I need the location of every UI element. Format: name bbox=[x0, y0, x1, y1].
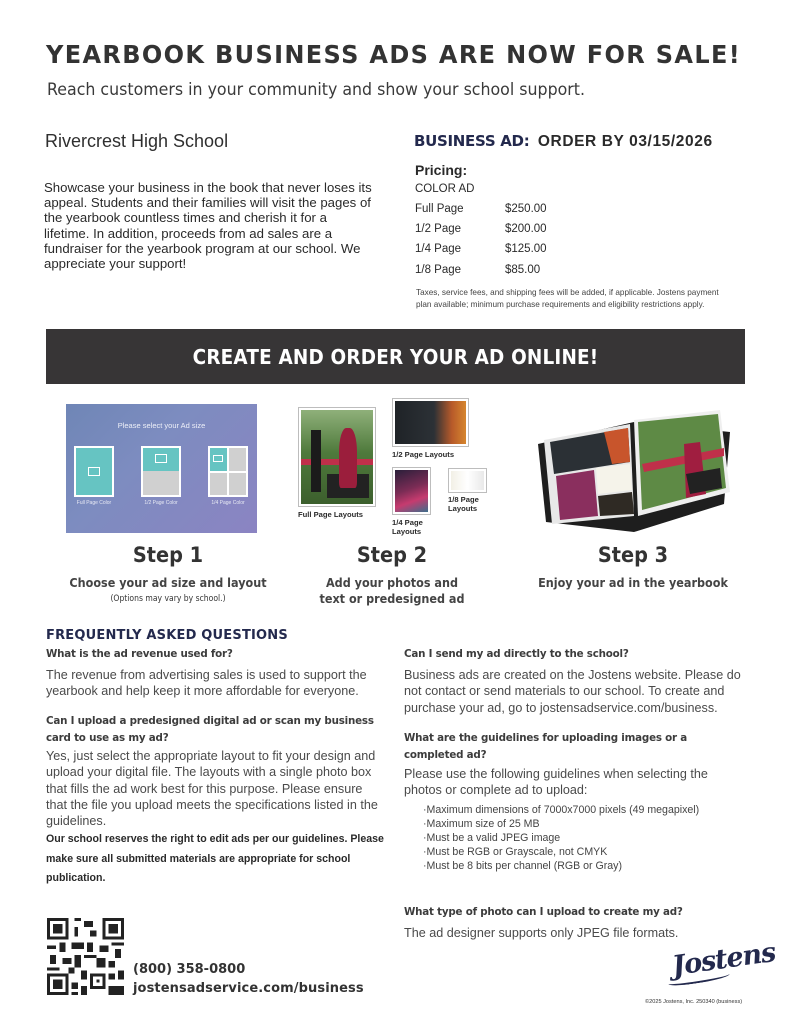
faq-question: What type of photo can I upload to create my ad? bbox=[404, 906, 683, 918]
order-deadline: ORDER BY 03/15/2026 bbox=[537, 133, 713, 150]
step-2-description: Add your photos and text or predesigned ad bbox=[319, 576, 465, 606]
ad-size-prompt: Please select your Ad size bbox=[117, 421, 206, 430]
faq-item bbox=[46, 646, 386, 700]
guideline-item: · Maximum size of 25 MB bbox=[420, 817, 710, 831]
step-1-description: Choose your ad size and layout bbox=[69, 576, 267, 590]
price-size: Full Page bbox=[415, 203, 464, 215]
price-value: $250.00 bbox=[505, 203, 547, 215]
full-page-option-label: Full Page Color bbox=[76, 500, 112, 506]
contact-phone: (800) 358-0800 bbox=[133, 962, 246, 977]
business-ad-label: BUSINESS AD: bbox=[414, 132, 530, 150]
eighth-page-layout-thumbnail bbox=[448, 468, 487, 493]
step-1-note: (Options may vary by school.) bbox=[110, 594, 226, 604]
full-page-layout-thumbnail bbox=[298, 407, 376, 507]
create-order-banner bbox=[46, 329, 745, 384]
guideline-item: · Maximum dimensions of 7000x7000 pixels (49 megapixel) bbox=[420, 803, 710, 817]
step-3-description: Enjoy your ad in the yearbook bbox=[538, 576, 728, 590]
faq-question: Can I send my ad directly to the school? bbox=[404, 648, 629, 660]
price-row bbox=[415, 264, 540, 276]
price-size: 1/4 Page bbox=[415, 243, 462, 255]
quarter-page-layouts-label: 1/4 Page Layouts bbox=[392, 518, 423, 536]
faq-question: Can I upload a predesigned digital ad or scan my business card to use as my ad? bbox=[46, 715, 374, 744]
image-icon bbox=[88, 467, 100, 476]
price-value: $200.00 bbox=[505, 223, 547, 235]
half-page-option-label: 1/2 Page Color bbox=[144, 500, 178, 506]
faq-item bbox=[46, 713, 386, 889]
image-icon bbox=[213, 455, 223, 462]
guideline-item: · Must be a valid JPEG image bbox=[420, 831, 710, 845]
step-1-title: Step 1 bbox=[132, 543, 204, 567]
quarter-page-option bbox=[208, 446, 248, 497]
faq-item bbox=[404, 904, 749, 941]
qr-code[interactable] bbox=[47, 918, 124, 995]
jostens-logo: Jostens bbox=[670, 936, 778, 983]
faq-answer: Please use the following guidelines when selecting the photos or complete ad to upload: bbox=[404, 767, 708, 798]
price-size: 1/2 Page bbox=[415, 223, 462, 235]
quarter-page-layout-thumbnail bbox=[392, 467, 431, 515]
school-name: Rivercrest High School bbox=[45, 131, 229, 151]
price-value: $125.00 bbox=[505, 243, 547, 255]
banner-text: CREATE AND ORDER YOUR AD ONLINE! bbox=[192, 344, 599, 369]
intro-paragraph: Showcase your business in the book that never loses its appeal. Students and their families will visit the pages of the yearbook countless times and cherish it for a lifetime. In addition, proceeds from ad sales are a fundraiser for the yearbook program at our school. We appreciate your support! bbox=[44, 180, 372, 272]
price-size: 1/8 Page bbox=[415, 264, 462, 276]
faq-answer: The revenue from advertising sales is used to support the yearbook and help keep it more affordable for everyone. bbox=[46, 668, 367, 699]
open-yearbook-image bbox=[534, 404, 734, 534]
step-3-title: Step 3 bbox=[597, 543, 669, 567]
faq-title: FREQUENTLY ASKED QUESTIONS bbox=[46, 628, 288, 643]
faq-answer: The ad designer supports only JPEG file formats. bbox=[404, 926, 679, 940]
full-page-option bbox=[74, 446, 114, 497]
price-value: $85.00 bbox=[505, 264, 541, 276]
ad-size-selector-image bbox=[66, 404, 257, 533]
price-row bbox=[415, 203, 547, 215]
guideline-item: · Must be RGB or Grayscale, not CMYK bbox=[420, 845, 710, 859]
step-2-title: Step 2 bbox=[356, 543, 428, 567]
upload-guidelines-list bbox=[420, 803, 710, 874]
half-page-option bbox=[141, 446, 181, 497]
pricing-fine-print: Taxes, service fees, and shipping fees will be added, if applicable. Jostens payment plan available; minimum purchase requirements and eligibility restrictions apply. bbox=[416, 288, 719, 309]
faq-answer: Yes, just select the appropriate layout to fit your design and upload your digital file. The layouts with a single photo box that fills the ad work best for this purpose. Please ensure that the file you upload meets the specifications listed in the guidelines. bbox=[46, 749, 378, 829]
full-page-layouts-label: Full Page Layouts bbox=[298, 510, 363, 519]
half-page-layouts-label: 1/2 Page Layouts bbox=[392, 450, 455, 459]
business-ad-heading bbox=[414, 132, 713, 151]
image-icon bbox=[155, 454, 167, 463]
faq-question: What are the guidelines for uploading images or a completed ad? bbox=[404, 732, 688, 761]
quarter-page-option-label: 1/4 Page Color bbox=[211, 500, 245, 506]
school-edit-note: Our school reserves the right to edit ads per our guidelines. Please make sure all submitted materials are appropriate for school publication. bbox=[46, 833, 384, 885]
half-page-layout-thumbnail bbox=[392, 398, 469, 447]
faq-item bbox=[404, 730, 724, 874]
eighth-page-layouts-label: 1/8 Page Layouts bbox=[448, 495, 479, 513]
guideline-item: · Must be 8 bits per channel (RGB or Gray) bbox=[420, 859, 710, 873]
page-headline: YEARBOOK BUSINESS ADS ARE NOW FOR SALE! bbox=[46, 40, 742, 69]
price-row bbox=[415, 243, 547, 255]
copyright-notice: ©2025 Jostens, Inc. 250340 (business) bbox=[645, 999, 743, 1005]
faq-answer: Business ads are created on the Jostens website. Please do not contact or send materials to our school. To create and purchase your ad, go to jostensadservice.com/business. bbox=[404, 668, 741, 715]
page-subheadline: Reach customers in your community and show your school support. bbox=[47, 80, 586, 100]
price-row bbox=[415, 223, 547, 235]
pricing-title: Pricing: bbox=[415, 162, 468, 178]
faq-item bbox=[404, 646, 749, 716]
contact-url[interactable]: jostensadservice.com/business bbox=[133, 981, 364, 996]
pricing-category: COLOR AD bbox=[415, 183, 475, 195]
faq-question: What is the ad revenue used for? bbox=[46, 648, 233, 660]
